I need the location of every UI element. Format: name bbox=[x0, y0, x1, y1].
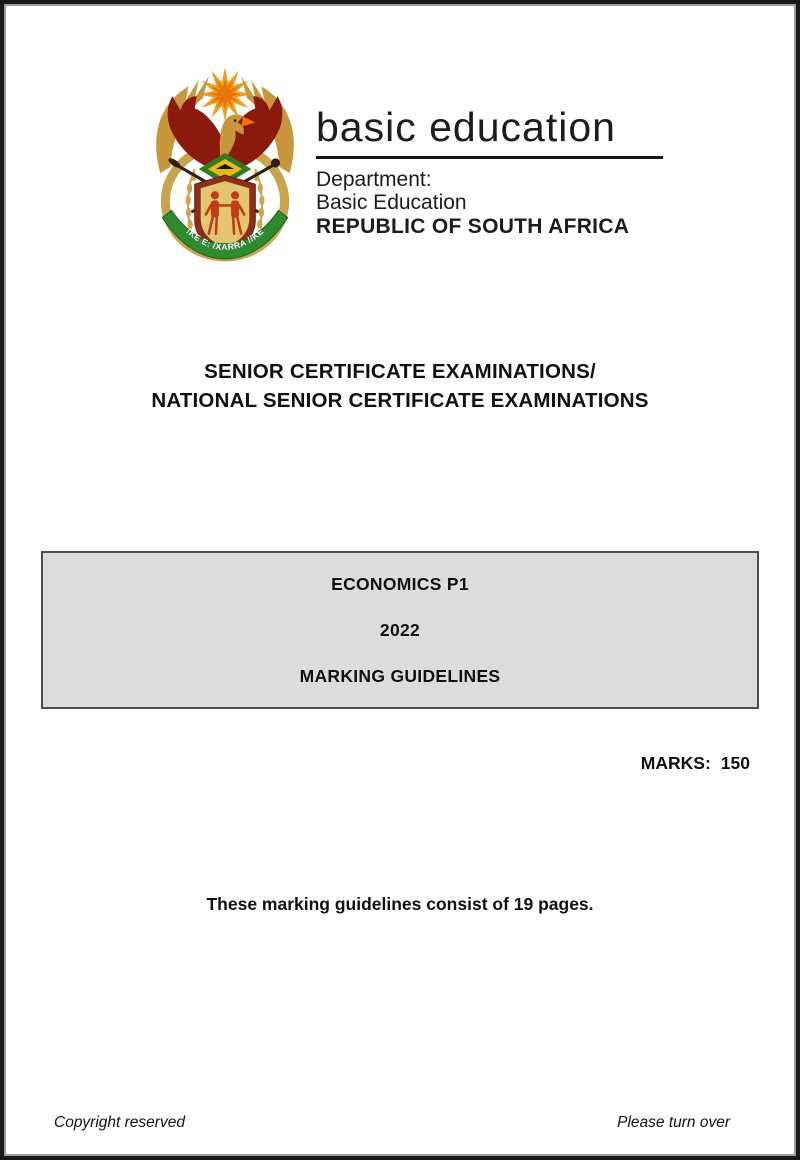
department-header bbox=[316, 106, 664, 239]
subject-box bbox=[41, 551, 759, 709]
marks-label: MARKS: bbox=[640, 753, 711, 773]
document-page bbox=[6, 6, 794, 1154]
department-name: Basic Education bbox=[316, 191, 467, 215]
wordmark: basic education bbox=[316, 104, 616, 150]
sun-icon bbox=[198, 68, 253, 122]
department-label: Department: bbox=[316, 168, 432, 192]
page-frame-inner bbox=[4, 4, 796, 1156]
wordmark-underline bbox=[316, 156, 663, 159]
motto-text: !KE E: /XARRA //KE bbox=[184, 225, 266, 252]
exam-title bbox=[6, 357, 794, 415]
exam-title-line2: NATIONAL SENIOR CERTIFICATE EXAMINATIONS bbox=[151, 389, 649, 412]
turn-over-notice: Please turn over bbox=[617, 1114, 730, 1131]
coat-of-arms-logo bbox=[144, 68, 306, 262]
page-count-note: These marking guidelines consist of 19 pages. bbox=[206, 894, 594, 914]
marks-line bbox=[641, 753, 750, 774]
exam-year: 2022 bbox=[379, 619, 421, 640]
copyright-notice: Copyright reserved bbox=[54, 1114, 185, 1131]
marks-value: 150 bbox=[720, 753, 750, 773]
country-name: REPUBLIC OF SOUTH AFRICA bbox=[316, 215, 630, 239]
subject-name: ECONOMICS P1 bbox=[331, 573, 469, 594]
document-type: MARKING GUIDELINES bbox=[299, 665, 501, 686]
exam-title-line1: SENIOR CERTIFICATE EXAMINATIONS/ bbox=[204, 360, 596, 383]
